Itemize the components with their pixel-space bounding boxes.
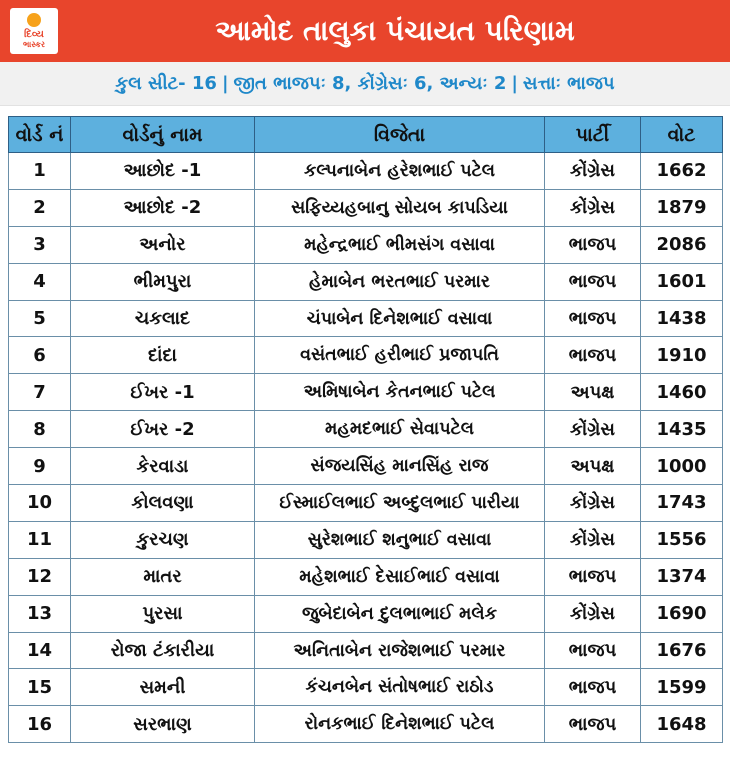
table-row: [9, 632, 723, 669]
votes-cell: 1662: [641, 153, 723, 190]
winner-cell: સફિય્યહબાનુ સોયબ કાપડિયા: [255, 189, 545, 226]
divya-bhaskar-logo: [10, 8, 58, 54]
table-row: [9, 300, 723, 337]
table-row: [9, 706, 723, 743]
winner-cell: મહેન્દ્રભાઈ ભીમસંગ વસાવા: [255, 226, 545, 263]
party-cell: કોંગ્રેસ: [545, 189, 641, 226]
ward-name-cell: કોલવણા: [71, 485, 255, 522]
ward-name-cell: ભીમપુરા: [71, 263, 255, 300]
votes-cell: 1599: [641, 669, 723, 706]
table-header-row: [9, 117, 723, 153]
ward-name-cell: ઈખર -2: [71, 411, 255, 448]
ward-name-cell: દાંદા: [71, 337, 255, 374]
ward-number-cell: 11: [9, 521, 71, 558]
table-row: [9, 153, 723, 190]
ward-name-cell: રોજા ટંકારીયા: [71, 632, 255, 669]
ward-name-cell: માતર: [71, 558, 255, 595]
votes-cell: 1000: [641, 448, 723, 485]
winner-cell: રોનકભાઈ દિનેશભાઈ પટેલ: [255, 706, 545, 743]
table-row: [9, 226, 723, 263]
table-row: [9, 558, 723, 595]
votes-cell: 2086: [641, 226, 723, 263]
ward-number-cell: 7: [9, 374, 71, 411]
ward-name-cell: આછોદ -1: [71, 153, 255, 190]
column-header-party: પાર્ટી: [545, 117, 641, 153]
ward-number-cell: 2: [9, 189, 71, 226]
party-cell: ભાજપ: [545, 558, 641, 595]
winner-cell: હેમાબેન ભરતભાઈ પરમાર: [255, 263, 545, 300]
votes-cell: 1601: [641, 263, 723, 300]
ward-name-cell: અનોર: [71, 226, 255, 263]
sun-icon: [27, 13, 41, 27]
ruling-party: સત્તાઃ ભાજપ: [522, 73, 615, 94]
party-cell: ભાજપ: [545, 632, 641, 669]
ward-number-cell: 16: [9, 706, 71, 743]
winner-cell: કંચનબેન સંતોષભાઈ રાઠોડ: [255, 669, 545, 706]
title-bar: [0, 0, 730, 62]
ward-number-cell: 13: [9, 595, 71, 632]
ward-name-cell: કુરચણ: [71, 521, 255, 558]
party-cell: અપક્ષ: [545, 448, 641, 485]
winner-cell: મહમદભાઈ સેવાપટેલ: [255, 411, 545, 448]
winner-cell: સુરેશભાઈ શનુભાઈ વસાવા: [255, 521, 545, 558]
ward-name-cell: સરભાણ: [71, 706, 255, 743]
separator: |: [221, 73, 229, 94]
table-row: [9, 263, 723, 300]
ward-name-cell: પુરસા: [71, 595, 255, 632]
winner-cell: જુબેદાબેન દુલભાભાઈ મલેક: [255, 595, 545, 632]
votes-cell: 1690: [641, 595, 723, 632]
ward-number-cell: 12: [9, 558, 71, 595]
separator: |: [511, 73, 518, 94]
votes-cell: 1648: [641, 706, 723, 743]
party-cell: ભાજપ: [545, 263, 641, 300]
party-cell: કોંગ્રેસ: [545, 595, 641, 632]
winner-cell: વસંતભાઈ હરીભાઈ પ્રજાપતિ: [255, 337, 545, 374]
summary-text: [10, 62, 720, 106]
column-header-winner: વિજેતા: [255, 117, 545, 153]
winner-cell: અમિષાબેન કેતનભાઈ પટેલ: [255, 374, 545, 411]
party-cell: ભાજપ: [545, 300, 641, 337]
table-row: [9, 485, 723, 522]
winner-cell: ચંપાબેન દિનેશભાઈ વસાવા: [255, 300, 545, 337]
party-cell: કોંગ્રેસ: [545, 485, 641, 522]
party-cell: ભાજપ: [545, 337, 641, 374]
ward-name-cell: કેરવાડા: [71, 448, 255, 485]
logo-text-line2: ભાસ્કર: [22, 40, 46, 49]
summary-bar: [0, 62, 730, 106]
ward-number-cell: 15: [9, 669, 71, 706]
winner-cell: કલ્પનાબેન હરેશભાઈ પટેલ: [255, 153, 545, 190]
ward-number-cell: 5: [9, 300, 71, 337]
ward-name-cell: ઈખર -1: [71, 374, 255, 411]
total-seats: કુલ સીટ- 16: [115, 73, 217, 94]
ward-name-cell: સમની: [71, 669, 255, 706]
page-title: આમોદ તાલુકા પંચાયત પરિણામ: [215, 14, 575, 47]
ward-number-cell: 9: [9, 448, 71, 485]
table-row: [9, 374, 723, 411]
votes-cell: 1556: [641, 521, 723, 558]
votes-cell: 1910: [641, 337, 723, 374]
table-row: [9, 337, 723, 374]
ward-name-cell: ચકલાદ: [71, 300, 255, 337]
votes-cell: 1435: [641, 411, 723, 448]
party-cell: ભાજપ: [545, 669, 641, 706]
table-row: [9, 189, 723, 226]
ward-number-cell: 14: [9, 632, 71, 669]
results-table: [8, 116, 723, 743]
ward-number-cell: 10: [9, 485, 71, 522]
column-header-ward-no: વોર્ડ નં: [9, 117, 71, 153]
ward-number-cell: 3: [9, 226, 71, 263]
ward-number-cell: 8: [9, 411, 71, 448]
table-row: [9, 448, 723, 485]
logo-text-line1: દિવ્ય: [24, 29, 44, 40]
party-cell: કોંગ્રેસ: [545, 411, 641, 448]
party-cell: ભાજપ: [545, 706, 641, 743]
winner-cell: અનિતાબેન રાજેશભાઈ પરમાર: [255, 632, 545, 669]
votes-cell: 1374: [641, 558, 723, 595]
ward-number-cell: 4: [9, 263, 71, 300]
table-row: [9, 411, 723, 448]
winner-cell: મહેશભાઈ દેસાઈભાઈ વસાવા: [255, 558, 545, 595]
votes-cell: 1879: [641, 189, 723, 226]
party-cell: કોંગ્રેસ: [545, 521, 641, 558]
votes-cell: 1743: [641, 485, 723, 522]
ward-number-cell: 6: [9, 337, 71, 374]
table-row: [9, 595, 723, 632]
party-cell: કોંગ્રેસ: [545, 153, 641, 190]
party-cell: ભાજપ: [545, 226, 641, 263]
votes-cell: 1460: [641, 374, 723, 411]
table-row: [9, 521, 723, 558]
votes-cell: 1676: [641, 632, 723, 669]
ward-number-cell: 1: [9, 153, 71, 190]
votes-cell: 1438: [641, 300, 723, 337]
table-row: [9, 669, 723, 706]
winner-cell: ઈસ્માઈલભાઈ અબ્દુલભાઈ પારીયા: [255, 485, 545, 522]
party-cell: અપક્ષ: [545, 374, 641, 411]
column-header-votes: વોટ: [641, 117, 723, 153]
winner-cell: સંજયસિંહ માનસિંહ રાજ: [255, 448, 545, 485]
column-header-ward-name: વોર્ડનું નામ: [71, 117, 255, 153]
ward-name-cell: આછોદ -2: [71, 189, 255, 226]
party-wins: જીત ભાજપઃ 8, કોંગ્રેસઃ 6, અન્યઃ 2: [233, 73, 507, 94]
